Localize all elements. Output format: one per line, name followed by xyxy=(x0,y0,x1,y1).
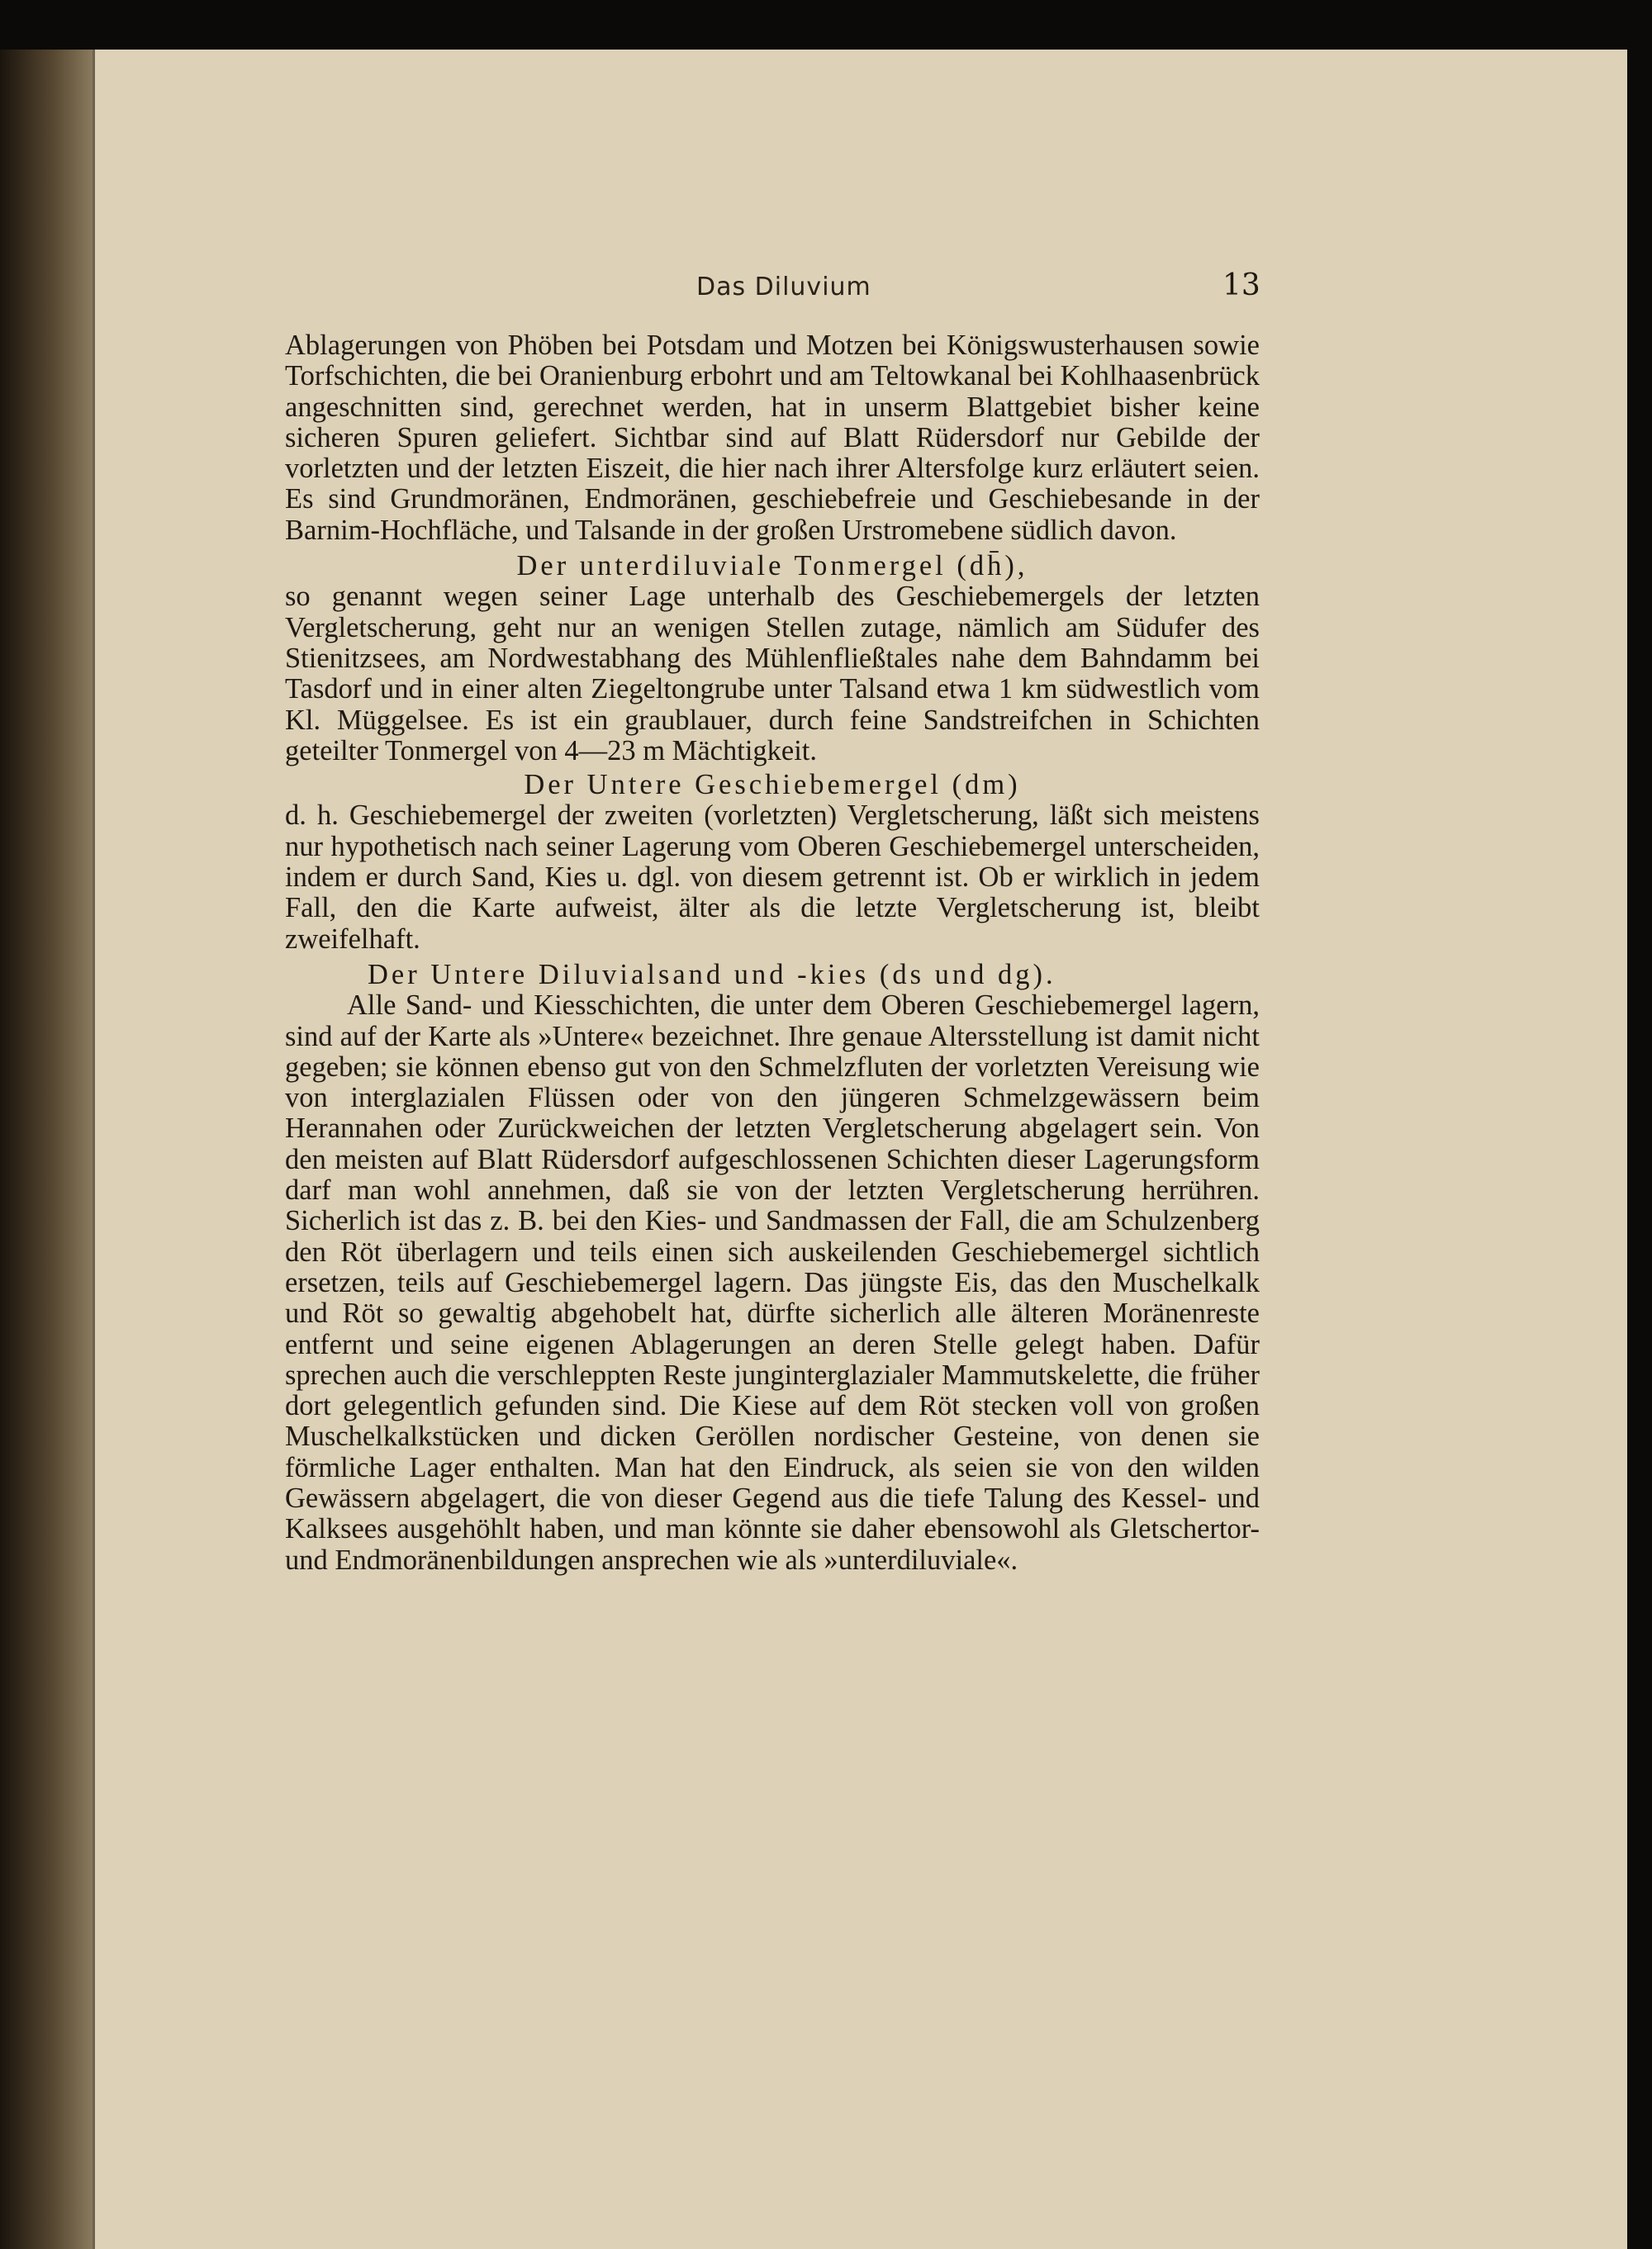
section-heading-tonmergel: Der unterdiluviale Tonmergel (dh̄), xyxy=(516,550,1028,582)
section-paragraph-diluvialsand: Alle Sand- und Kiesschichten, die unter dem Oberen Geschiebemergel lagern, sind auf der Karte als »Untere« bezeichnet. Ihre genaue Altersstellung ist damit nicht gegeben; sie können ebenso gut von den Schmelzfluten der vorletzten Vereisung wie von interglazialen Flüssen oder von den jüngeren Schmelzgewässern beim Herannahen oder Zurückweichen der letzten Vergletscherung abgelagert sein. Von den meisten auf Blatt Rüdersdorf aufgeschlossenen Schichten dieser Lagerungsform darf man wohl annehmen, daß sie von der letzten Vergletscherung herrühren. Sicherlich ist das z. B. bei den Kies- und Sandmassen der Fall, die am Schulzenberg den Röt überlagern und teils einen sich auskeilenden Geschiebemergel sichtlich ersetzen, teils auf Geschiebemergel lagern. Das jüngste Eis, das den Muschelkalk und Röt so gewaltig abgehobelt hat, dürfte sicherlich alle älteren Moränenreste entfernt und seine eigenen Ablagerungen an deren Stelle gelegt haben. Dafür sprechen auch die verschleppten Reste junginterglazialer Mammutskelette, die früher dort gelegentlich gefunden sind. Die Kiese auf dem Röt stecken voll von großen Muschelkalkstücken und dicken Geröllen nordischer Gesteine, von denen sie förmliche Lager enthalten. Man hat den Eindruck, als seien sie von den wilden Gewässern abgelagert, die von dieser Gegend aus die tiefe Talung des Kessel- und Kalksees ausgehöhlt haben, und man könnte sie daher ebensowohl als Gletschertor- und Endmoränenbildungen ansprechen wie als »unterdiluviale«. xyxy=(285,989,1260,1576)
page-number: 13 xyxy=(1222,268,1260,302)
body-text xyxy=(285,330,1260,1576)
running-head: Das Diluvium xyxy=(696,273,871,301)
section-heading-geschiebemergel: Der Untere Geschiebemergel (dm) xyxy=(524,769,1021,801)
section-heading-diluvialsand: Der Untere Diluvialsand und -kies (ds und dg). xyxy=(368,958,1056,990)
intro-paragraph: Ablagerungen von Phöben bei Potsdam und Motzen bei Königswusterhausen sowie Torfschichten, die bei Oranienburg erbohrt und am Teltowkanal bei Kohlhaasenbrück angeschnitten sind, gerechnet werden, hat in unserm Blattgebiet bisher keine sicheren Spuren geliefert. Sichtbar sind auf Blatt Rüdersdorf nur Gebilde der vorletzten und der letzten Eiszeit, die hier nach ihrer Altersfolge kurz erläutert seien. Es sind Grundmoränen, Endmoränen, geschiebefreie und Geschiebesande in der Barnim-Hochfläche, und Talsande in der großen Urstromebene südlich davon. xyxy=(285,330,1260,546)
section-paragraph-geschiebemergel: d. h. Geschiebemergel der zweiten (vorletzten) Vergletscherung, läßt sich meistens nur hypothetisch nach seiner Lagerung vom Oberen Geschiebemergel unterscheiden, indem er durch Sand, Kies u. dgl. von diesem getrennt ist. Ob er wirklich in jedem Fall, den die Karte aufweist, älter als die letzte Vergletscherung ist, bleibt zweifelhaft. xyxy=(285,799,1260,955)
section-paragraph-tonmergel: so genannt wegen seiner Lage unterhalb des Geschiebemergels der letzten Vergletscherung, geht nur an wenigen Stellen zutage, nämlich am Südufer des Stienitzsees, am Nordwestabhang des Mühlenfließtales nahe dem Bahndamm bei Tasdorf und in einer alten Ziegeltongrube unter Talsand etwa 1 km südwestlich vom Kl. Müggelsee. Es ist ein graublauer, durch feine Sandstreifchen in Schichten geteilter Tonmergel von 4—23 m Mächtigkeit. xyxy=(285,581,1260,766)
previous-page-edge xyxy=(0,50,93,2249)
